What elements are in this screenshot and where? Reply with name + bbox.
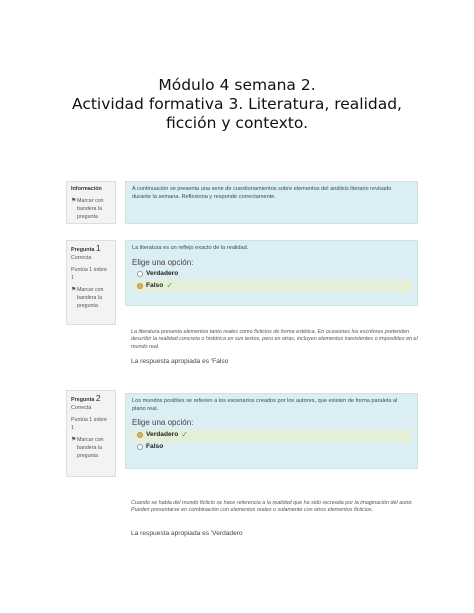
title-line-2: Actividad formativa 3. Literatura, realidad, (72, 95, 402, 113)
question-1-label (71, 244, 111, 254)
option-falso[interactable] (132, 441, 411, 453)
question-status: Correcta (71, 405, 92, 411)
option-verdadero[interactable] (132, 429, 411, 441)
question-label-text: Pregunta (71, 247, 95, 253)
flag-label: Marcar con bandera la pregunta (77, 437, 104, 459)
option-verdadero[interactable] (132, 268, 411, 280)
radio-icon[interactable] (137, 444, 143, 450)
option-falso[interactable] (132, 280, 411, 292)
radio-icon[interactable] (137, 271, 143, 277)
check-icon: ✓ (166, 281, 173, 291)
question-number: 1 (95, 243, 101, 253)
flag-icon: ⚑ (71, 198, 77, 204)
page-title (0, 76, 474, 133)
choose-option-label: Elige una opción: (132, 418, 194, 427)
question-1-feedback: La literatura presenta elementos tanto reales como ficticios de forma estética. En ocasiones los escritores pretenden describir la realidad concreta o histórica en sus textos, pero en otras, incluyen elementos inexistentes o imposibles en el mundo real. (131, 329, 418, 350)
question-score: Puntúa 1 sobre 1 (71, 267, 107, 281)
question-prompt: La literatura es un reflejo exacto de la realidad. (132, 245, 249, 251)
option-label: Falso (146, 282, 164, 290)
question-2-card (125, 393, 418, 469)
question-1-card (125, 240, 418, 306)
question-label-text: Pregunta (71, 397, 95, 403)
info-text: A continuación se presenta una serie de cuestionamientos sobre elementos del análisis literario revisado durante la semana. Reflexiona y responde correctamente. (132, 186, 392, 200)
flag-question-link[interactable] (71, 197, 111, 221)
question-status: Correcta (71, 255, 92, 261)
option-label: Verdadero (146, 430, 179, 438)
question-score: Puntúa 1 sobre 1 (71, 417, 107, 431)
flag-question-link[interactable] (71, 436, 111, 460)
choose-option-label: Elige una opción: (132, 257, 194, 267)
info-sidebar (66, 181, 116, 224)
option-label: Verdadero (146, 270, 179, 278)
question-prompt: Los mundos posibles se refieren a los escenarios creados por los autores, que existen de forma paralela al plano real. (132, 398, 398, 412)
radio-selected-icon[interactable] (137, 283, 143, 289)
question-2-answer: La respuesta apropiada es 'Verdadero (131, 530, 243, 537)
radio-selected-icon[interactable] (137, 432, 143, 438)
question-2-sidebar (66, 390, 116, 477)
flag-label: Marcar con bandera la pregunta (77, 198, 104, 220)
flag-icon: ⚑ (71, 437, 77, 443)
question-1-sidebar (66, 240, 116, 325)
check-icon: ✓ (181, 429, 188, 439)
info-card (125, 181, 418, 224)
question-2-label (71, 394, 111, 404)
option-label: Falso (146, 442, 164, 450)
question-2-feedback: Cuando se habla del mundo ficticio se hace referencia a la realidad que ha sido recreada por la imaginación del autor. Pueden presentarse en combinación con elementos reales o solamente con otros elementos ficticios. (131, 500, 413, 514)
flag-label: Marcar con bandera la pregunta (77, 287, 104, 309)
title-line-1: Módulo 4 semana 2. (158, 76, 316, 94)
question-number: 2 (95, 393, 101, 403)
flag-question-link[interactable] (71, 286, 111, 310)
title-line-3: ficción y contexto. (165, 114, 308, 132)
question-1-answer: La respuesta apropiada es 'Falso (131, 358, 229, 365)
info-label: Información (71, 186, 102, 192)
flag-icon: ⚑ (71, 287, 77, 293)
